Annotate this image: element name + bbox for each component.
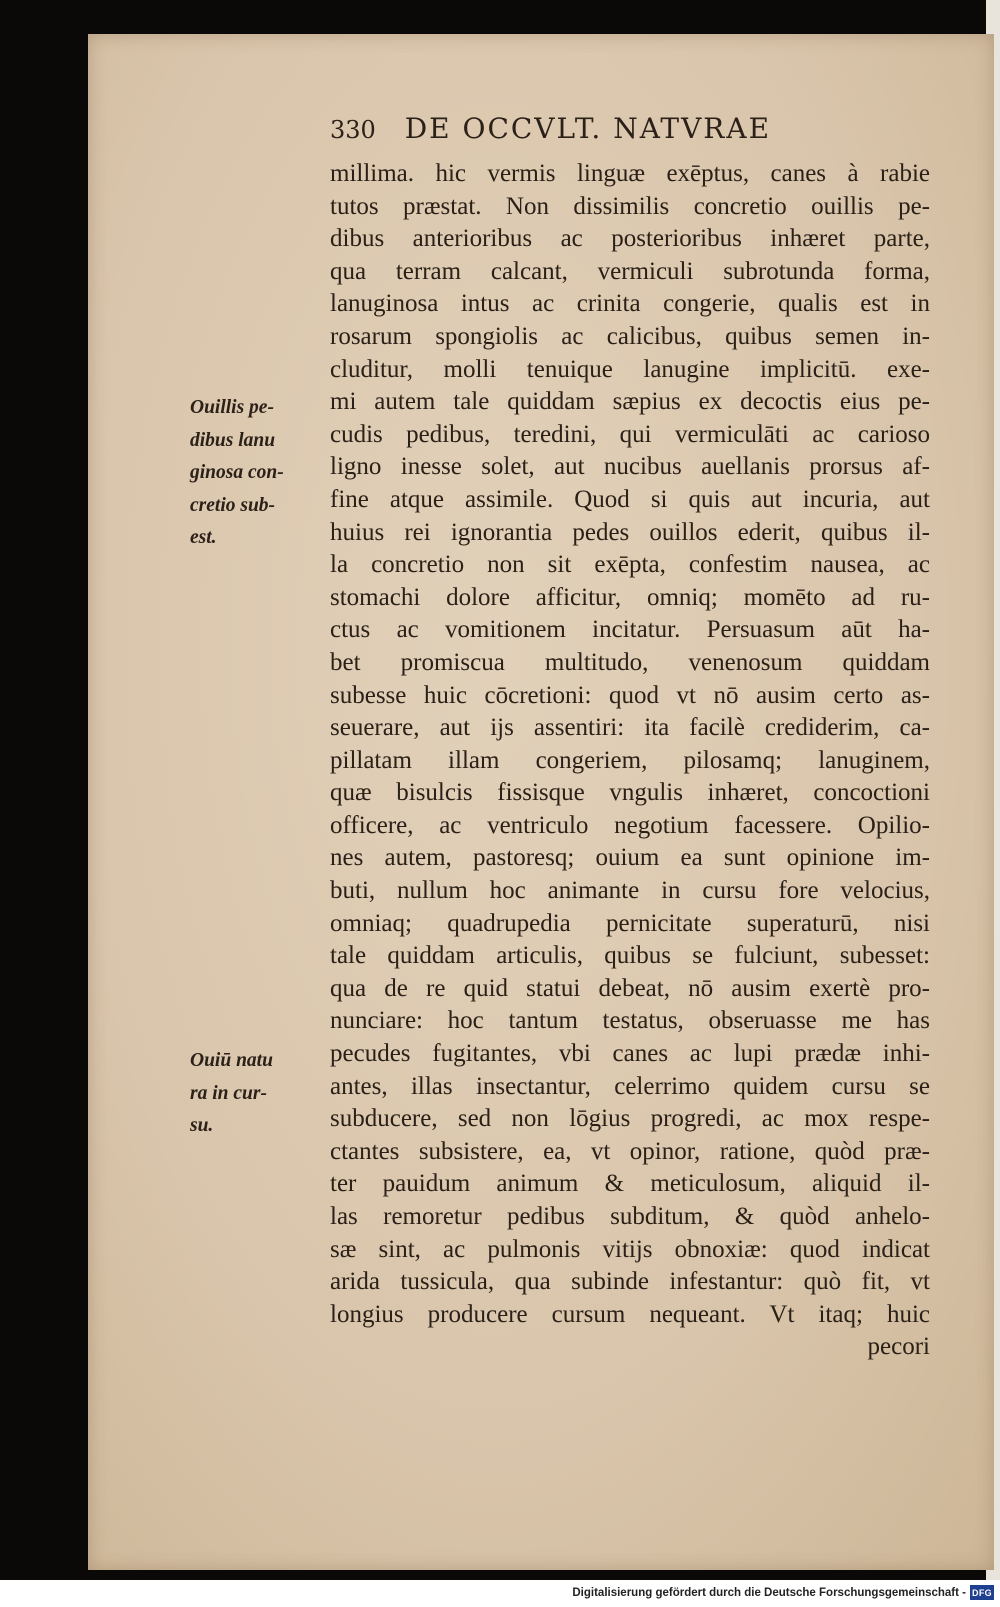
margin-note-1	[190, 392, 325, 555]
text-line: officere, ac ventriculo negotium facessere. Opilio-	[330, 811, 930, 839]
margin-note-line: Ouillis pe-	[190, 397, 274, 418]
text-line: dibus anterioribus ac posterioribus inhæret parte,	[330, 225, 930, 253]
text-line: las remoretur pedibus subditum, & quòd anhelo-	[330, 1203, 930, 1230]
text-line: nes autem, pastoresq; ouium ea sunt opinione im-	[330, 844, 930, 872]
digitization-footer	[0, 1580, 1000, 1607]
margin-note-line: Ouiū natu	[190, 1050, 273, 1071]
running-title: DE OCCVLT. NATVRAE	[404, 112, 772, 145]
text-line: ctantes subsistere, ea, vt opinor, ratione, quòd præ-	[330, 1137, 930, 1165]
text-line: huius rei ignorantia pedes ouillos ederit, quibus il-	[330, 518, 930, 546]
margin-note-line: su.	[190, 1115, 214, 1137]
margin-note-line: ra in cur-	[190, 1082, 267, 1104]
text-line: omniaq; quadrupedia pernicitate superaturū, nisi	[330, 909, 930, 937]
margin-note-line: dibus lanu	[190, 429, 276, 451]
text-line: stomachi dolore afficitur, omniq; momēto ad ru-	[330, 583, 930, 611]
running-header	[330, 112, 890, 152]
text-line: arida tussicula, qua subinde infestantur: quò fit, vt	[330, 1268, 930, 1296]
margin-note-2	[190, 1045, 325, 1143]
text-line: rosarum spongiolis ac calicibus, quibus semen in-	[330, 322, 930, 350]
text-line: fine atque assimile. Quod si quis aut incuria, aut	[330, 485, 930, 513]
dfg-logo: DFG	[970, 1585, 994, 1600]
text-line: longius producere cursum nequeant. Vt itaq; huic	[330, 1300, 930, 1328]
page-number: 330	[330, 116, 376, 144]
text-line: quæ bisulcis fissisque vngulis inhæret, concoctioni	[330, 779, 930, 807]
text-line: la concretio non sit exēpta, confestim nausea, ac	[330, 551, 930, 579]
text-line: cudis pedibus, teredini, qui vermiculāti ac carioso	[330, 420, 930, 448]
text-line: ligno inesse solet, aut nucibus auellanis prorsus af-	[330, 453, 930, 481]
text-line: bet promiscua multitudo, venenosum quiddam	[330, 648, 930, 676]
funding-credit: Digitalisierung gefördert durch die Deutsche Forschungsgemeinschaft -	[572, 1587, 966, 1599]
text-line: pillatam illam congeriem, pilosamq; lanuginem,	[330, 746, 930, 774]
margin-note-line: cretio sub-	[190, 494, 276, 516]
text-line: mi autem tale quiddam sæpius ex decoctis eius pe-	[330, 388, 930, 416]
text-line: millima. hic vermis linguæ exēptus, canes à rabie	[330, 160, 930, 187]
text-line: qua de re quid statui debeat, nō ausim exertè pro-	[330, 974, 930, 1002]
margin-note-line: est.	[190, 527, 217, 549]
text-line: ter pauidum animum & meticulosum, aliquid il-	[330, 1170, 930, 1198]
text-line: tutos præstat. Non dissimilis concretio ouillis pe-	[330, 192, 930, 220]
text-line: lanuginosa intus ac crinita congerie, qualis est in	[330, 290, 930, 318]
text-line: buti, nullum hoc animante in cursu fore velocius,	[330, 877, 930, 905]
text-line: nunciare: hoc tantum testatus, obseruasse me has	[330, 1007, 930, 1035]
main-text-block	[330, 158, 930, 1364]
text-line: sæ sint, ac pulmonis vitijs obnoxiæ: quod indicat	[330, 1235, 930, 1263]
text-line: ctus ac vomitionem incitatur. Persuasum aūt ha-	[330, 616, 930, 644]
text-line: qua terram calcant, vermiculi subrotunda forma,	[330, 257, 930, 285]
catchword: pecori	[867, 1333, 930, 1361]
text-line: cluditur, molli tenuique lanugine implicitū. exe-	[330, 355, 930, 383]
text-line: pecudes fugitantes, vbi canes ac lupi prædæ inhi-	[330, 1040, 930, 1068]
text-line: antes, illas insectantur, celerrimo quidem cursu se	[330, 1072, 930, 1100]
text-line: subducere, sed non lōgius progredi, ac mox respe-	[330, 1105, 930, 1133]
text-line: seuerare, aut ijs assentiri: ita facilè crediderim, ca-	[330, 714, 930, 742]
text-line: subesse huic cōcretioni: quod vt nō ausim certo as-	[330, 681, 930, 709]
text-line: tale quiddam articulis, quibus se fulciunt, subesset:	[330, 942, 930, 970]
margin-note-line: ginosa con-	[190, 462, 284, 484]
